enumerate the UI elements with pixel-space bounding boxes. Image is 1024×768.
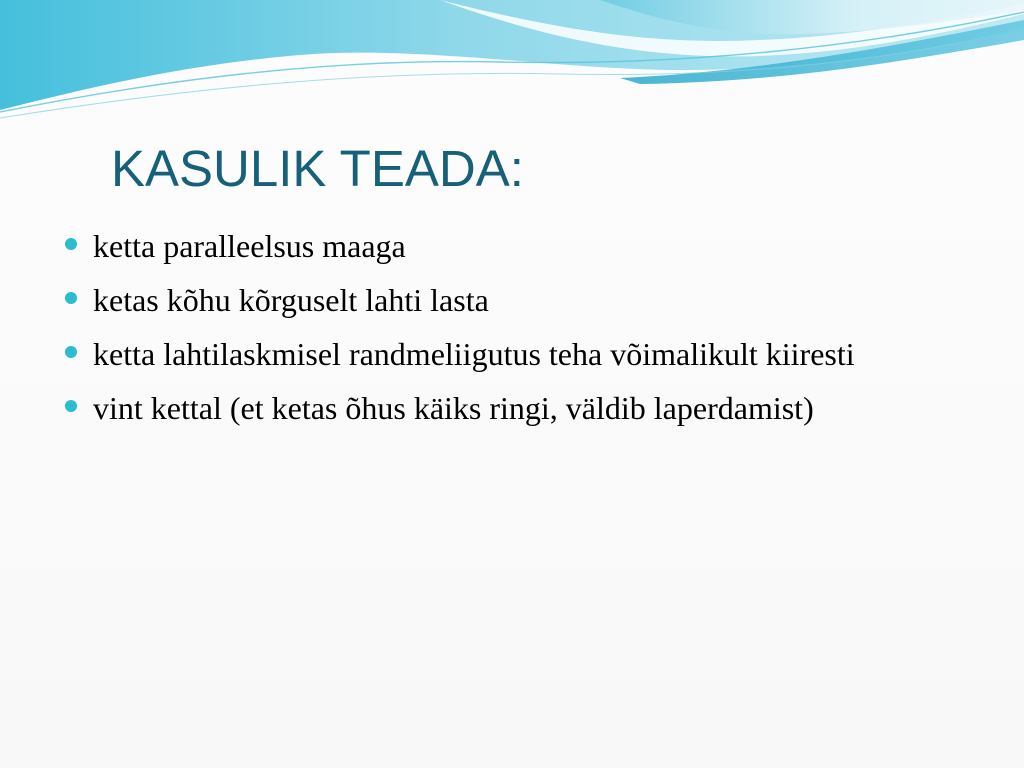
bullet-item bbox=[62, 224, 962, 268]
bullet-item bbox=[62, 386, 962, 430]
bullet-item bbox=[62, 332, 962, 376]
bullet-list bbox=[62, 224, 962, 440]
bullet-text: vint kettal (et ketas õhus käiks ringi, väldib laperdamist) bbox=[93, 390, 814, 426]
header-wave-decoration bbox=[0, 0, 1024, 130]
bullet-dot-icon bbox=[65, 238, 77, 250]
bullet-dot-icon bbox=[65, 292, 77, 304]
bullet-text: ketta lahtilaskmisel randmeliigutus teha võimalikult kiiresti bbox=[93, 336, 855, 372]
bullet-text: ketta paralleelsus maaga bbox=[93, 228, 406, 264]
bullet-text: ketas kõhu kõrguselt lahti lasta bbox=[93, 282, 489, 318]
bullet-dot-icon bbox=[65, 346, 77, 358]
bullet-dot-icon bbox=[65, 400, 77, 412]
bullet-item bbox=[62, 278, 962, 322]
slide-title: KASULIK TEADA: bbox=[111, 140, 524, 197]
